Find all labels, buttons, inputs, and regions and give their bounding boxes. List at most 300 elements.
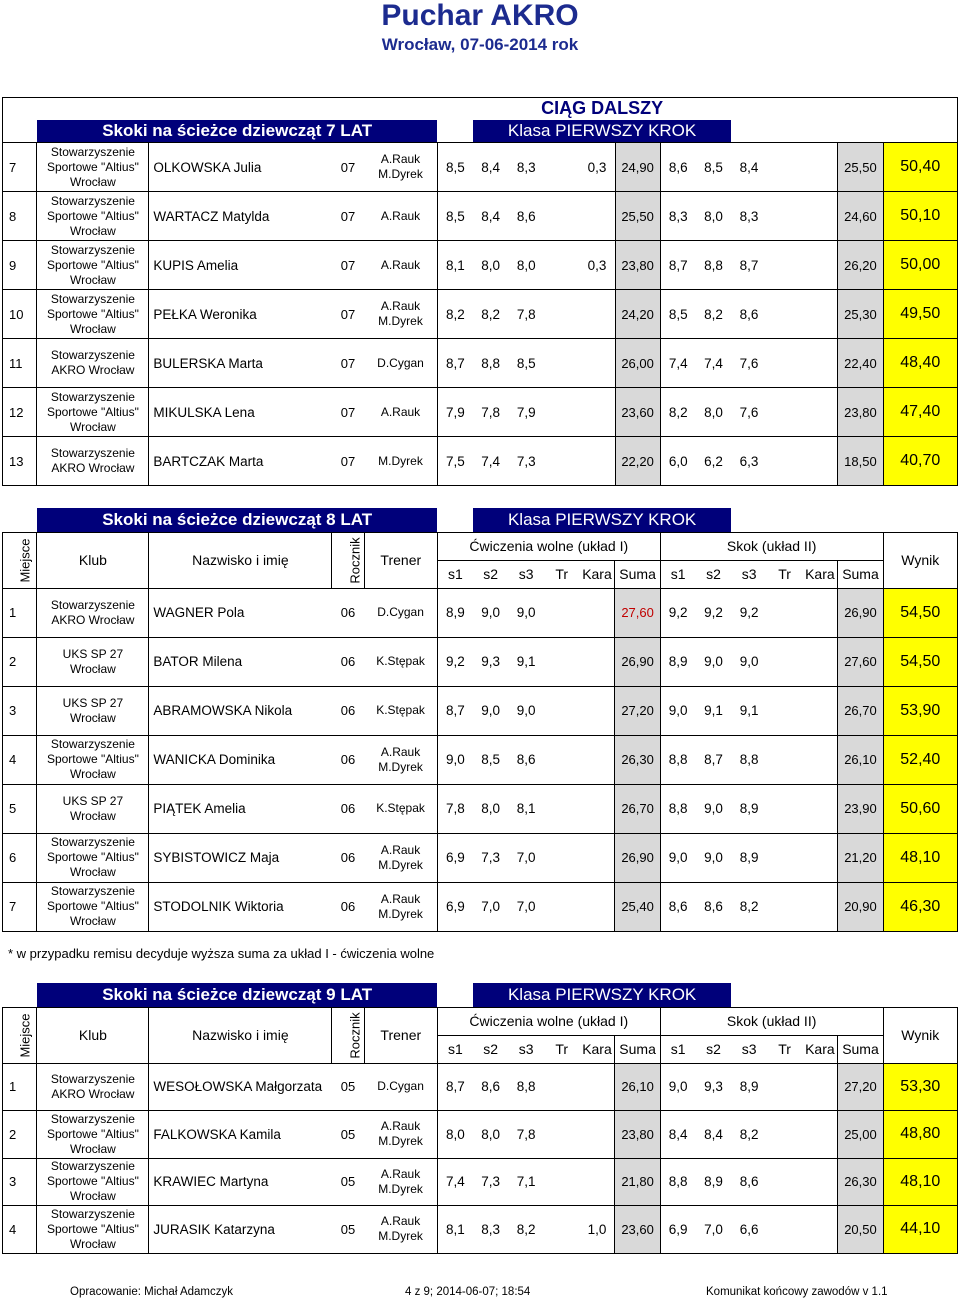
score-ekara [579, 1158, 615, 1206]
section-8-lat [2, 508, 958, 932]
club-line: Wrocław [70, 1236, 116, 1251]
score-e2: 8,0 [473, 241, 509, 290]
place-cell: 7 [3, 882, 37, 931]
name-cell: KRAWIEC Martyna [149, 1158, 332, 1206]
score-etr [544, 882, 580, 931]
club-line: Wrocław [70, 808, 116, 823]
score-e1: 7,8 [437, 784, 473, 833]
score-j3: 8,8 [731, 735, 767, 784]
header-trainer: Trener [364, 1007, 437, 1063]
continuation-label: CIĄG DALSZY [508, 98, 695, 120]
score-e1: 8,5 [437, 143, 473, 192]
score-e1: 7,5 [437, 437, 473, 486]
exercise-sum: 22,20 [615, 437, 660, 486]
trainer-line: A.Rauk [380, 299, 421, 313]
score-j2: 8,9 [696, 1158, 732, 1206]
score-jtr [767, 339, 803, 388]
score-jkara [802, 290, 838, 339]
place-cell: 13 [3, 437, 37, 486]
club-cell [37, 290, 149, 339]
trainer-cell [364, 784, 437, 833]
score-j2: 8,8 [696, 241, 732, 290]
trainer-line: A.Rauk [380, 208, 421, 223]
trainer-line: M.Dyrek [378, 1229, 423, 1244]
score-j2: 9,2 [696, 588, 732, 637]
club-line: AKRO Wrocław [51, 612, 135, 627]
total-result: 53,90 [883, 686, 957, 735]
score-j2: 7,4 [696, 339, 732, 388]
club-line: Sportowe "Altius" [46, 159, 139, 174]
score-jtr [767, 1206, 803, 1254]
score-j2: 9,1 [696, 686, 732, 735]
score-e2: 7,3 [473, 1158, 509, 1206]
score-ekara [579, 290, 615, 339]
score-e1: 9,0 [437, 735, 473, 784]
table-row [3, 784, 958, 833]
score-e3: 8,8 [508, 1063, 544, 1111]
score-e3: 7,0 [508, 882, 544, 931]
header-trainer: Trener [364, 532, 437, 588]
page-title: Puchar AKRO [381, 0, 579, 32]
score-ekara [579, 637, 615, 686]
place-cell: 7 [3, 143, 37, 192]
trainer-line: A.Rauk [380, 744, 421, 759]
name-cell: WARTACZ Matylda [149, 192, 332, 241]
trainer-cell [364, 588, 437, 637]
score-j3: 6,3 [731, 437, 767, 486]
trainer-cell [364, 833, 437, 882]
year-cell: 06 [332, 735, 364, 784]
total-result: 54,50 [883, 588, 957, 637]
trainer-line: M.Dyrek [378, 453, 423, 468]
score-j3: 8,9 [731, 1063, 767, 1111]
table-row [3, 241, 958, 290]
header-s1: s1 [660, 560, 696, 588]
score-jkara [802, 143, 838, 192]
header-suma: Suma [838, 560, 883, 588]
jump-sum: 27,20 [838, 1063, 883, 1111]
header-club: Klub [37, 532, 149, 588]
score-ekara [579, 1111, 615, 1159]
year-cell: 05 [332, 1063, 364, 1111]
header-year [332, 1007, 364, 1063]
table-row [3, 143, 958, 192]
club-cell [37, 882, 149, 931]
table-row [3, 637, 958, 686]
score-j3: 8,2 [731, 1111, 767, 1159]
score-e3: 8,6 [508, 735, 544, 784]
score-jkara [802, 388, 838, 437]
score-e3: 7,8 [508, 290, 544, 339]
score-etr [544, 833, 580, 882]
footer-author: Opracowanie: Michał Adamczyk [70, 1286, 233, 1298]
club-line: Sportowe "Altius" [46, 850, 139, 864]
score-j2: 8,0 [696, 388, 732, 437]
score-e2: 8,3 [473, 1206, 509, 1254]
club-line: Stowarzyszenie [50, 597, 135, 612]
score-jtr [767, 1063, 803, 1111]
footer-version: Komunikat końcowy zawodów v 1.1 [706, 1286, 888, 1298]
score-e1: 8,5 [437, 192, 473, 241]
score-ekara: 0,3 [579, 241, 615, 290]
club-line: AKRO Wrocław [51, 1086, 135, 1101]
score-j3: 6,6 [731, 1206, 767, 1254]
trainer-line: A.Rauk [380, 1166, 421, 1181]
score-ekara [579, 588, 615, 637]
club-line: Sportowe "Altius" [46, 899, 139, 913]
score-jtr [767, 1111, 803, 1159]
score-jkara [802, 1111, 838, 1159]
year-cell: 05 [332, 1158, 364, 1206]
score-j3: 7,6 [731, 388, 767, 437]
trainer-cell [364, 1063, 437, 1111]
jump-sum: 24,60 [838, 192, 883, 241]
club-line: Sportowe "Altius" [46, 306, 139, 321]
header-year-label: Rocznik [348, 536, 364, 584]
trainer-cell [364, 882, 437, 931]
table-row [3, 192, 958, 241]
score-e3: 8,3 [508, 143, 544, 192]
score-jkara [802, 192, 838, 241]
score-e3: 7,9 [508, 388, 544, 437]
club-line: Stowarzyszenie [50, 835, 135, 849]
score-jtr [767, 735, 803, 784]
score-e2: 8,8 [473, 339, 509, 388]
trainer-cell [364, 1111, 437, 1159]
club-line: Sportowe "Altius" [46, 208, 139, 223]
trainer-cell [364, 437, 437, 486]
jump-sum: 20,90 [838, 882, 883, 931]
score-j1: 8,6 [660, 882, 696, 931]
score-j2: 8,0 [696, 192, 732, 241]
header-kara: Kara [802, 560, 838, 588]
place-cell: 11 [3, 339, 37, 388]
trainer-line: K.Stępak [376, 801, 425, 815]
name-cell: BARTCZAK Marta [149, 437, 332, 486]
score-j1: 8,8 [660, 735, 696, 784]
jump-sum: 18,50 [838, 437, 883, 486]
score-ekara [579, 735, 615, 784]
section-7-lat [2, 97, 958, 486]
header-kara: Kara [802, 1035, 838, 1063]
score-e2: 8,6 [473, 1063, 509, 1111]
header-place [3, 1007, 37, 1063]
exercise-sum: 26,70 [615, 784, 660, 833]
trainer-line: A.Rauk [380, 842, 421, 857]
club-line: Wrocław [70, 710, 116, 725]
score-jtr [767, 882, 803, 931]
year-cell: 07 [332, 437, 364, 486]
header-s1: s1 [437, 1035, 473, 1063]
club-line: Stowarzyszenie [50, 737, 135, 751]
club-line: Wrocław [70, 272, 116, 287]
club-line: Stowarzyszenie [50, 348, 135, 362]
club-line: Wrocław [70, 1189, 116, 1204]
year-cell: 05 [332, 1206, 364, 1254]
score-e2: 8,4 [473, 143, 509, 192]
score-ekara [579, 1063, 615, 1111]
exercise-sum: 26,90 [615, 833, 660, 882]
club-line: UKS SP 27 [62, 695, 124, 710]
place-cell: 4 [3, 1206, 37, 1254]
exercise-sum: 26,90 [615, 637, 660, 686]
name-cell: ABRAMOWSKA Nikola [149, 686, 332, 735]
jump-sum: 22,40 [838, 339, 883, 388]
score-ekara [579, 833, 615, 882]
trainer-cell [364, 388, 437, 437]
score-jkara [802, 1158, 838, 1206]
exercise-sum: 21,80 [615, 1158, 660, 1206]
score-e2: 8,2 [473, 290, 509, 339]
score-ekara [579, 686, 615, 735]
header-s1: s1 [437, 560, 473, 588]
place-cell: 5 [3, 784, 37, 833]
score-j3: 8,7 [731, 241, 767, 290]
exercise-sum: 26,00 [615, 339, 660, 388]
name-cell: MIKULSKA Lena [149, 388, 332, 437]
header-jump-group: Skok (układ II) [660, 532, 883, 560]
score-j1: 9,0 [660, 686, 696, 735]
score-jkara [802, 241, 838, 290]
score-j3: 8,2 [731, 882, 767, 931]
year-cell: 07 [332, 192, 364, 241]
year-cell: 06 [332, 833, 364, 882]
total-result: 46,30 [883, 882, 957, 931]
table-row [3, 388, 958, 437]
score-e2: 8,0 [473, 784, 509, 833]
header-s3: s3 [508, 1035, 544, 1063]
score-j3: 8,3 [731, 192, 767, 241]
trainer-line: A.Rauk [380, 891, 421, 906]
name-cell: KUPIS Amelia [149, 241, 332, 290]
header-tr: Tr [767, 1035, 803, 1063]
trainer-line: M.Dyrek [378, 759, 423, 774]
name-cell: WAGNER Pola [149, 588, 332, 637]
trainer-line: K.Stępak [376, 703, 425, 717]
place-cell: 6 [3, 833, 37, 882]
total-result: 53,30 [883, 1063, 957, 1111]
place-cell: 12 [3, 388, 37, 437]
club-line: Wrocław [70, 661, 116, 676]
score-j3: 8,6 [731, 290, 767, 339]
score-j1: 9,0 [660, 833, 696, 882]
place-cell: 8 [3, 192, 37, 241]
score-j2: 8,4 [696, 1111, 732, 1159]
year-cell: 07 [332, 290, 364, 339]
score-e1: 8,7 [437, 1063, 473, 1111]
place-cell: 1 [3, 588, 37, 637]
score-j1: 8,2 [660, 388, 696, 437]
score-e2: 7,8 [473, 388, 509, 437]
club-line: Wrocław [70, 1141, 116, 1156]
score-j2: 6,2 [696, 437, 732, 486]
total-result: 50,60 [883, 784, 957, 833]
score-etr [544, 339, 580, 388]
trainer-line: M.Dyrek [378, 1181, 423, 1196]
score-j2: 9,0 [696, 784, 732, 833]
place-cell: 3 [3, 686, 37, 735]
category-banner: Skoki na ścieżce dziewcząt 9 LAT [37, 983, 437, 1007]
table-row [3, 290, 958, 339]
name-cell: WESOŁOWSKA Małgorzata [149, 1063, 332, 1111]
score-etr [544, 1158, 580, 1206]
score-j1: 8,6 [660, 143, 696, 192]
total-result: 50,40 [883, 143, 957, 192]
trainer-line: A.Rauk [380, 257, 421, 272]
trainer-line: D.Cygan [377, 355, 424, 370]
score-e2: 9,0 [473, 588, 509, 637]
score-etr [544, 143, 580, 192]
score-jtr [767, 686, 803, 735]
header-tr: Tr [544, 560, 580, 588]
score-e1: 8,0 [437, 1111, 473, 1159]
exercise-sum: 27,60 [615, 588, 660, 637]
year-cell: 07 [332, 143, 364, 192]
score-ekara [579, 784, 615, 833]
club-cell [37, 1206, 149, 1254]
club-line: Wrocław [70, 914, 116, 928]
name-cell: JURASIK Katarzyna [149, 1206, 332, 1254]
total-result: 48,80 [883, 1111, 957, 1159]
trainer-cell [364, 686, 437, 735]
place-cell: 1 [3, 1063, 37, 1111]
score-etr [544, 1063, 580, 1111]
club-line: Stowarzyszenie [50, 242, 135, 257]
score-etr [544, 637, 580, 686]
score-j2: 8,6 [696, 882, 732, 931]
header-tr: Tr [544, 1035, 580, 1063]
score-j1: 8,3 [660, 192, 696, 241]
score-ekara [579, 339, 615, 388]
category-banner: Skoki na ścieżce dziewcząt 7 LAT [37, 120, 437, 143]
score-j1: 8,8 [660, 1158, 696, 1206]
score-ekara: 0,3 [579, 143, 615, 192]
header-suma: Suma [615, 1035, 660, 1063]
trainer-line: M.Dyrek [378, 857, 423, 872]
header-tr: Tr [767, 560, 803, 588]
score-jkara [802, 1063, 838, 1111]
score-jtr [767, 437, 803, 486]
score-jkara [802, 735, 838, 784]
club-cell [37, 437, 149, 486]
score-j3: 9,0 [731, 637, 767, 686]
header-s3: s3 [731, 1035, 767, 1063]
header-place-label: Miejsce [17, 1012, 33, 1058]
trainer-line: A.Rauk [380, 1214, 421, 1229]
score-j2: 9,3 [696, 1063, 732, 1111]
score-jkara [802, 833, 838, 882]
score-etr [544, 735, 580, 784]
score-etr [544, 1111, 580, 1159]
header-place-label: Miejsce [17, 537, 33, 583]
score-jkara [802, 339, 838, 388]
score-e3: 9,0 [508, 686, 544, 735]
total-result: 54,50 [883, 637, 957, 686]
header-suma: Suma [615, 560, 660, 588]
score-jkara [802, 588, 838, 637]
score-ekara [579, 437, 615, 486]
table-row [3, 686, 958, 735]
club-line: Stowarzyszenie [50, 1159, 135, 1174]
score-e1: 8,2 [437, 290, 473, 339]
score-jtr [767, 143, 803, 192]
table-row [3, 1158, 958, 1206]
total-result: 50,00 [883, 241, 957, 290]
trainer-cell [364, 1206, 437, 1254]
place-cell: 9 [3, 241, 37, 290]
club-line: Stowarzyszenie [50, 1206, 135, 1221]
table-row [3, 1111, 958, 1159]
exercise-sum: 26,30 [615, 735, 660, 784]
club-line: Sportowe "Altius" [46, 404, 139, 419]
name-cell: WANICKA Dominika [149, 735, 332, 784]
trainer-cell [364, 735, 437, 784]
club-line: Sportowe "Altius" [46, 1126, 139, 1141]
score-jtr [767, 833, 803, 882]
score-jkara [802, 882, 838, 931]
name-cell: STODOLNIK Wiktoria [149, 882, 332, 931]
score-jtr [767, 588, 803, 637]
name-cell: FALKOWSKA Kamila [149, 1111, 332, 1159]
results-table-9-lat [2, 983, 958, 1254]
header-year-label: Rocznik [348, 1011, 364, 1059]
score-j1: 8,9 [660, 637, 696, 686]
trainer-cell [364, 339, 437, 388]
table-row [3, 833, 958, 882]
exercise-sum: 23,60 [615, 1206, 660, 1254]
header-row [3, 532, 958, 560]
club-line: Stowarzyszenie [50, 446, 135, 460]
jump-sum: 27,60 [838, 637, 883, 686]
name-cell: PEŁKA Weronika [149, 290, 332, 339]
score-e3: 7,8 [508, 1111, 544, 1159]
total-result: 49,50 [883, 290, 957, 339]
score-e1: 8,1 [437, 241, 473, 290]
category-banner: Skoki na ścieżce dziewcząt 8 LAT [37, 508, 437, 532]
score-j3: 9,2 [731, 588, 767, 637]
exercise-sum: 26,10 [615, 1063, 660, 1111]
score-j2: 9,0 [696, 637, 732, 686]
year-cell: 07 [332, 388, 364, 437]
club-line: Sportowe "Altius" [46, 1174, 139, 1189]
place-cell: 2 [3, 637, 37, 686]
exercise-sum: 23,80 [615, 241, 660, 290]
score-e2: 8,5 [473, 735, 509, 784]
club-line: Wrocław [70, 174, 116, 189]
section-9-lat [2, 983, 958, 1254]
trainer-line: A.Rauk [380, 404, 421, 419]
club-line: Stowarzyszenie [50, 884, 135, 898]
score-etr [544, 588, 580, 637]
score-etr [544, 388, 580, 437]
year-cell: 05 [332, 1111, 364, 1159]
header-jump-group: Skok (układ II) [660, 1007, 883, 1035]
score-e3: 8,5 [508, 339, 544, 388]
score-e1: 6,9 [437, 833, 473, 882]
score-ekara [579, 388, 615, 437]
total-result: 48,40 [883, 339, 957, 388]
score-e1: 7,4 [437, 1158, 473, 1206]
table-row [3, 339, 958, 388]
score-ekara: 1,0 [579, 1206, 615, 1254]
club-line: Wrocław [70, 419, 116, 434]
score-e1: 6,9 [437, 882, 473, 931]
club-line: Wrocław [70, 767, 116, 781]
club-line: Stowarzyszenie [50, 193, 135, 208]
score-jkara [802, 686, 838, 735]
year-cell: 07 [332, 339, 364, 388]
score-j1: 8,5 [660, 290, 696, 339]
